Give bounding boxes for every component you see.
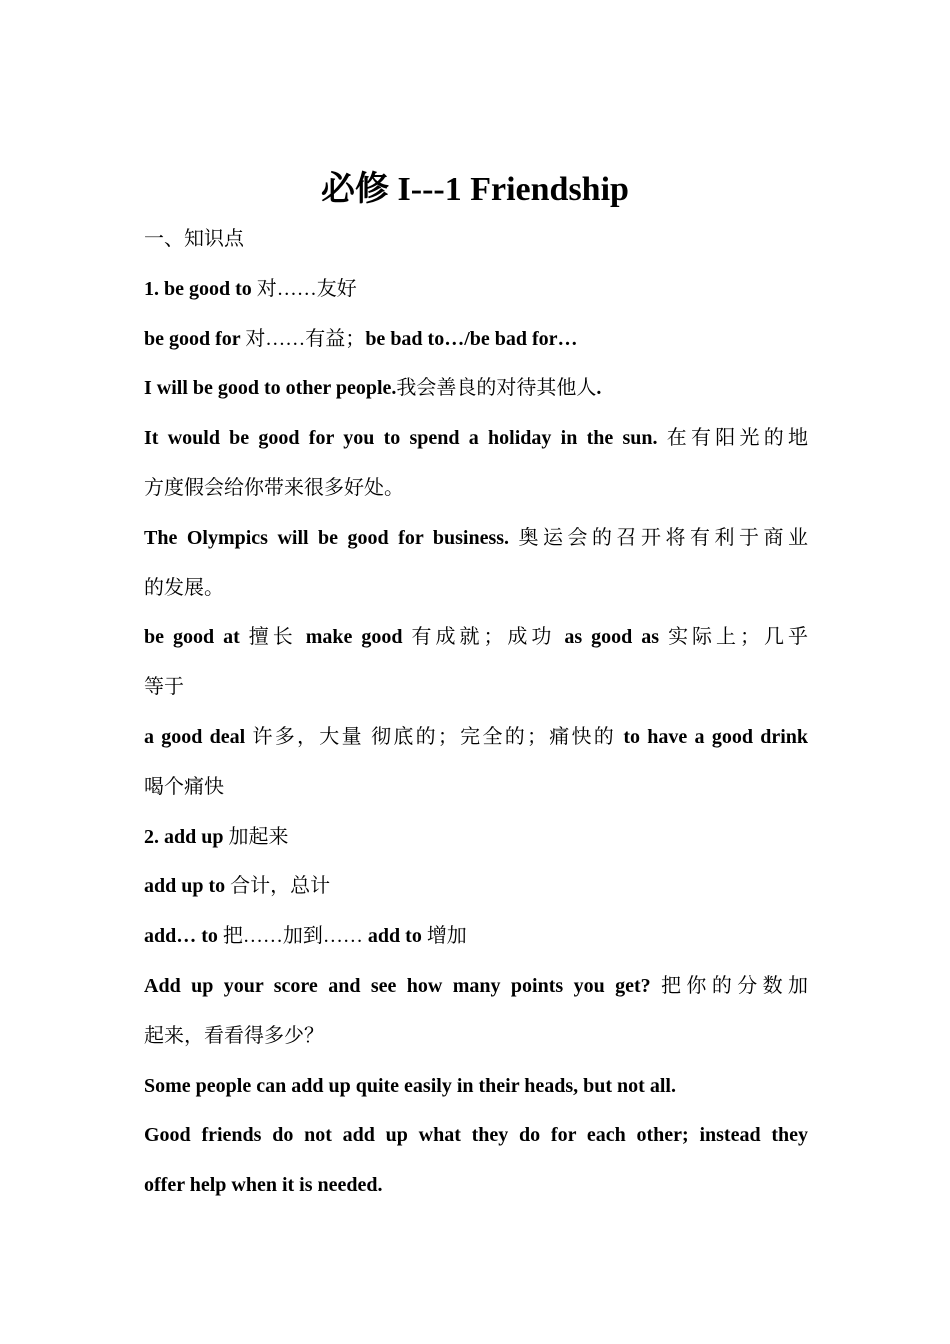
chinese-text: 把你的分数加 bbox=[661, 974, 809, 997]
english-text: Some people can add up quite easily in their heads, but not all. bbox=[144, 1074, 676, 1097]
chinese-text: 起来，看看得多少？ bbox=[144, 1024, 324, 1047]
english-text: Good friends do not add up what they do for each other; instead they bbox=[144, 1124, 808, 1147]
english-text: be good for bbox=[144, 327, 246, 350]
english-text: be bad to…/be bad for… bbox=[365, 327, 578, 350]
text-line-13 bbox=[144, 862, 808, 912]
text-line-18 bbox=[144, 1111, 808, 1161]
english-text: I will be good to other people. bbox=[144, 377, 397, 400]
english-text: 2. add up bbox=[144, 825, 229, 848]
english-text: offer help when it is needed. bbox=[144, 1174, 383, 1197]
english-text: add… to bbox=[144, 925, 223, 948]
chinese-text: 奥运会的召开将有利于商业 bbox=[518, 526, 808, 549]
chinese-text: 在有阳光的地 bbox=[666, 427, 809, 450]
text-line-19 bbox=[144, 1161, 808, 1211]
text-line-12 bbox=[144, 813, 808, 863]
chinese-text: 喝个痛快 bbox=[144, 775, 224, 798]
chinese-text: 擅长 bbox=[248, 626, 297, 649]
english-text: 1. be good to bbox=[144, 277, 257, 300]
chinese-text: 把……加到…… bbox=[222, 925, 363, 948]
text-line-7 bbox=[144, 564, 808, 614]
english-text: add to bbox=[362, 925, 427, 948]
text-line-3 bbox=[144, 364, 808, 414]
english-text: be good at bbox=[144, 626, 249, 649]
text-line-2 bbox=[144, 315, 808, 365]
chinese-text: 合计，总计 bbox=[230, 875, 331, 898]
document-body bbox=[144, 215, 808, 1211]
english-text: add up to bbox=[144, 875, 231, 898]
text-line-1 bbox=[144, 265, 808, 315]
chinese-text: 有成就；成功 bbox=[411, 626, 556, 649]
chinese-text: 我会善良的对待其他人 bbox=[396, 377, 597, 400]
text-line-16 bbox=[144, 1012, 808, 1062]
text-line-8 bbox=[144, 613, 808, 663]
english-text: make good bbox=[296, 626, 412, 649]
chinese-text: 增加 bbox=[426, 925, 467, 948]
english-text: . bbox=[596, 377, 602, 400]
english-text: a good deal bbox=[144, 725, 253, 748]
chinese-text: 许多，大量 彻底的；完全的；痛快的 bbox=[252, 725, 617, 748]
english-text: to have a good drink bbox=[616, 725, 809, 748]
text-line-14 bbox=[144, 912, 808, 962]
chinese-text: 方度假会给你带来很多好处。 bbox=[144, 476, 404, 499]
english-text: as good as bbox=[555, 626, 669, 649]
english-text: The Olympics will be good for business. bbox=[144, 526, 519, 549]
english-text: It would be good for you to spend a holiday in the sun. bbox=[144, 427, 667, 450]
chinese-text: 实际上；几乎 bbox=[668, 626, 808, 649]
text-line-6 bbox=[144, 514, 808, 564]
text-line-9 bbox=[144, 663, 808, 713]
text-line-10 bbox=[144, 713, 808, 763]
chinese-text: 加起来 bbox=[228, 825, 289, 848]
text-line-17 bbox=[144, 1062, 808, 1112]
page-title: 必修 I---1 Friendship bbox=[321, 171, 629, 208]
text-line-11 bbox=[144, 763, 808, 813]
chinese-text: 等于 bbox=[144, 676, 184, 699]
chinese-text: 对……友好 bbox=[256, 277, 357, 300]
text-line-5 bbox=[144, 464, 808, 514]
text-line-4 bbox=[144, 414, 808, 464]
english-text: Add up your score and see how many points you get? bbox=[144, 974, 662, 997]
text-line-15 bbox=[144, 962, 808, 1012]
chinese-text: 的发展。 bbox=[144, 576, 224, 599]
chinese-text: 对……有益； bbox=[245, 327, 366, 350]
section-heading: 一、知识点 bbox=[144, 228, 244, 250]
